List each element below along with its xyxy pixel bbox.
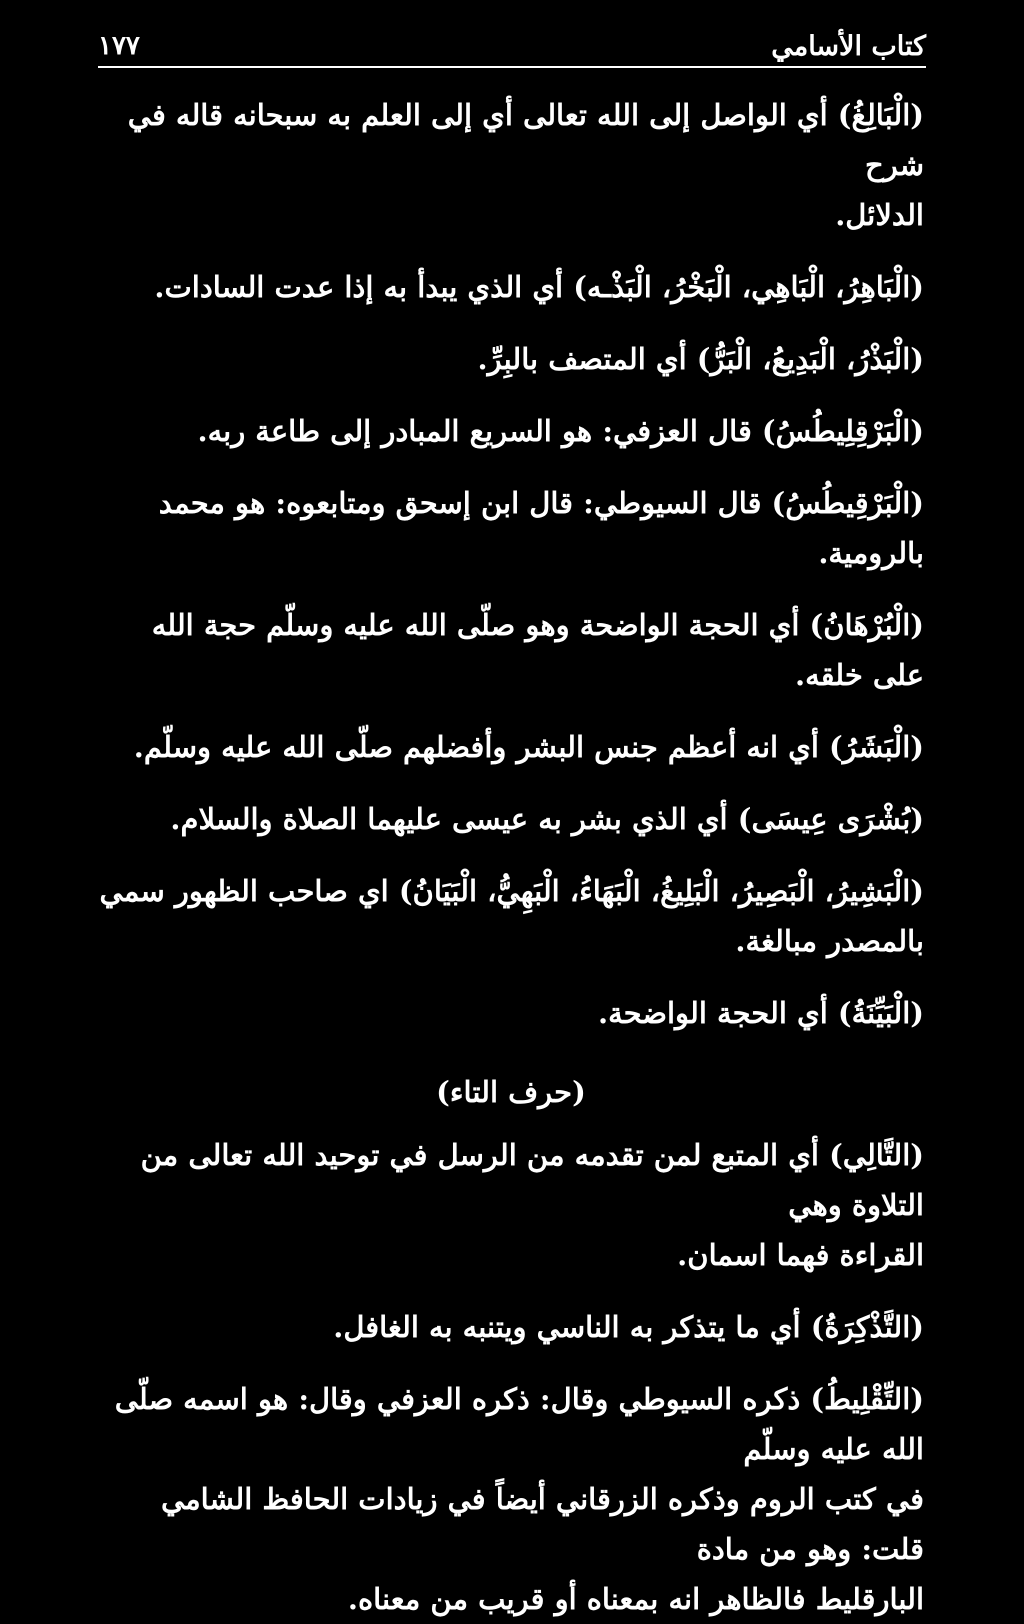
entry-text: أي المتبع لمن تقدمه من الرسل في توحيد الله تعالى من التلاوة وهي [140,1138,924,1222]
section-heading: (حرف التاء) [436,1075,586,1109]
entry [98,988,924,1038]
entry-term: (التَّالِي) [829,1138,924,1172]
entry [98,334,924,384]
entry-term: (الْبُرْهَانُ) [809,608,924,642]
entry-text-continued: بالمصدر مبالغة. [735,924,924,958]
entry [98,262,924,312]
entry-term: (الْبَاهِرُ، الْبَاهِي، الْبَخْرُ، الْبَذْـه) [573,270,924,304]
entry-text: ذكره السيوطي وقال: ذكره العزفي وقال: هو اسمه صلّى الله عليه وسلّم [114,1382,924,1466]
page-number: ١٧٧ [98,31,140,61]
entry-term: (الْبَشِيرُ، الْبَصِيرُ، الْبَلِيغُ، الْبَهَاءُ، الْبَهِيُّ، الْبَيَانُ) [398,874,924,908]
entry-text-continued: القراءة فهما اسمان. [677,1238,924,1272]
entry-text: أي الذي بشر به عيسى عليهما الصلاة والسلام. [170,802,738,836]
entry-text-continued: الدلائل. [835,198,924,232]
entry [98,90,924,240]
entry-text-continued: في كتب الروم وذكره الزرقاني أيضاً في زيادات الحافظ الشامي قلت: وهو من مادة [160,1482,924,1566]
entry-text: قال السيوطي: قال ابن إسحق ومتابعوه: هو محمد بالرومية. [158,486,924,570]
entry-text: أي المتصف بالبِرِّ. [477,342,697,376]
entry [98,478,924,578]
entry [98,866,924,966]
body-text [98,90,924,1624]
entry-text: أي ما يتذكر به الناسي ويتنبه به الغافل. [333,1310,811,1344]
entry-text: أي الذي يبدأ به إذا عدت السادات. [154,270,574,304]
entry-term: (الْبَرْقِيطُسُ) [771,486,924,520]
entry-text: أي الواصل إلى الله تعالى أي إلى العلم به سبحانه قاله في شرح [127,98,924,182]
entry-term: (التَّذْكِرَةُ) [810,1310,924,1344]
entry [98,722,924,772]
entry [98,600,924,700]
entry [98,1130,924,1280]
entry-text: اي صاحب الظهور سمي [99,874,399,908]
entry-text: أي انه أعظم جنس البشر وأفضلهم صلّى الله عليه وسلّم. [133,730,830,764]
entry-term: (التِّقْلِيطُ) [810,1382,924,1416]
entry-text-continued: البارقليط فالظاهر انه بمعناه أو قريب من معناه. [347,1582,924,1616]
entry-text: أي الحجة الواضحة. [598,996,838,1030]
header-title: كتاب الأسامي [771,30,926,62]
entry-term: (الْبَشَرُ) [829,730,924,764]
entry-term: (بُشْرَى عِيسَى) [737,802,924,836]
entry-text: قال العزفي: هو السريع المبادر إلى طاعة ربه. [197,414,762,448]
entry [98,1302,924,1352]
entry [98,406,924,456]
entry-term: (الْبَرْقِلِيطُسُ) [761,414,924,448]
running-header [98,26,926,68]
entry-term: (الْبَذْرُ، الْبَدِيعُ، الْبَرُّ) [696,342,924,376]
entry-text: أي الحجة الواضحة وهو صلّى الله عليه وسلّم حجة الله على خلقه. [151,608,924,692]
entry-term: (الْبَالِغُ) [837,98,924,132]
entry [98,1374,924,1624]
entry-term: (الْبَيِّنَةُ) [837,996,924,1030]
entry [98,794,924,844]
